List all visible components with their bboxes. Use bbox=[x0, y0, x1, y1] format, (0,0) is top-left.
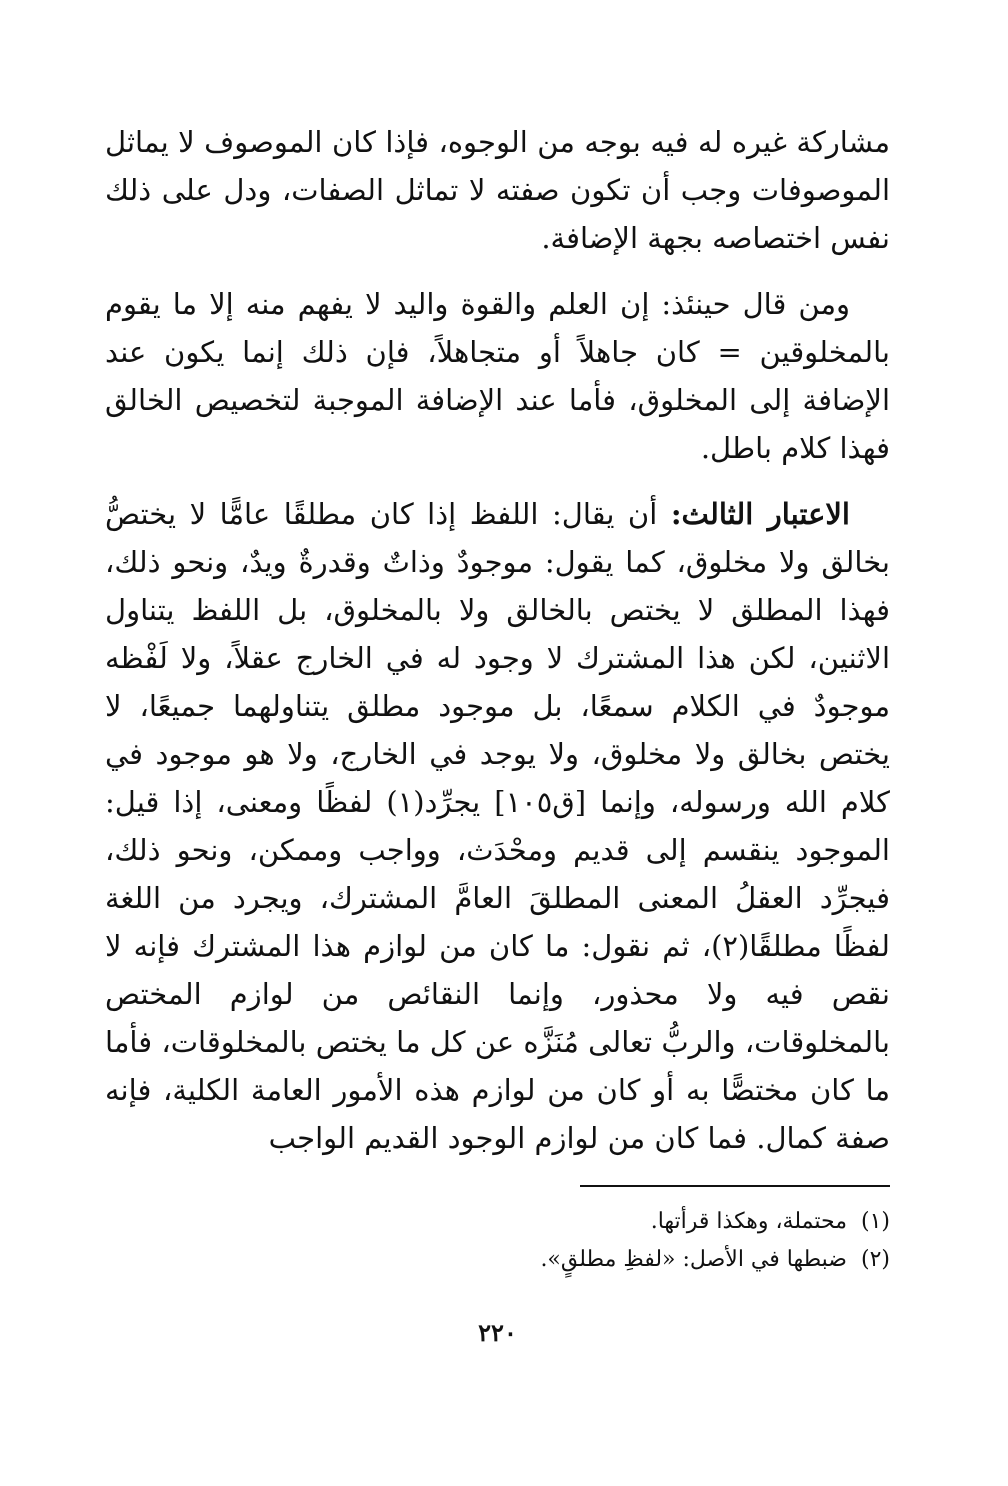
footnote-2-text: ضبطها في الأصل: «لفظِ مطلقٍ». bbox=[540, 1247, 847, 1272]
paragraph-3 bbox=[105, 490, 890, 1162]
footnotes bbox=[105, 1203, 890, 1279]
paragraph-3-text: أن يقال: اللفظ إذا كان مطلقًا عامًّا لا يختصُّ بخالق ولا مخلوق، كما يقول: موجودٌ وذاتٌ وقدرةٌ ويدٌ، ونحو ذلك، فهذا المطلق لا يختص بالخالق ولا بالمخلوق، بل اللفظ يتناول الاثنين، لكن هذا المشترك لا وجود له في الخارج عقلاً، ولا لَفْظه موجودٌ في الكلام سمعًا، بل موجود مطلق يتناولهما جميعًا، لا يختص بخالق ولا مخلوق، ولا يوجد في الخارج، ولا هو موجود في كلام الله ورسوله، وإنما [ق١٠٥] يجرِّد(١) لفظًا ومعنى، إذا قيل: الموجود ينقسم إلى قديم ومحْدَث، وواجب وممكن، ونحو ذلك، فيجرِّد العقلُ المعنى المطلقَ العامَّ المشترك، ويجرد من اللغة لفظًا مطلقًا(٢)، ثم نقول: ما كان من لوازم هذا المشترك فإنه لا نقص فيه ولا محذور، وإنما النقائص من لوازم المختص بالمخلوقات، والربُّ تعالى مُنَزَّه عن كل ما يختص بالمخلوقات، فأما ما كان مختصًّا به أو كان من لوازم هذه الأمور العامة الكلية، فإنه صفة كمال. فما كان من لوازم الوجود القديم الواجب bbox=[105, 497, 891, 1155]
footnote-divider bbox=[580, 1185, 890, 1187]
paragraph-1 bbox=[105, 118, 890, 262]
section-heading: الاعتبار الثالث: bbox=[670, 497, 850, 531]
footnote-2 bbox=[105, 1241, 890, 1279]
footnote-1-text: محتملة، وهكذا قرأتها. bbox=[650, 1209, 847, 1234]
page-body bbox=[105, 118, 890, 1418]
footnote-2-number: (٢) bbox=[860, 1247, 890, 1272]
page-number: ٢٢٠ bbox=[478, 1318, 517, 1347]
paragraph-1-text: مشاركة غيره له فيه بوجه من الوجوه، فإذا كان الموصوف لا يماثل الموصوفات وجب أن تكون صفته لا تماثل الصفات، ودل على ذلك نفس اختصاصه بجهة الإضافة. bbox=[105, 125, 890, 255]
paragraph-2 bbox=[105, 280, 890, 472]
footnote-1 bbox=[105, 1203, 890, 1241]
footnote-1-number: (١) bbox=[860, 1209, 890, 1234]
paragraph-2-text: ومن قال حينئذ: إن العلم والقوة واليد لا يفهم منه إلا ما يقوم بالمخلوقين = كان جاهلاً أو متجاهلاً، فإن ذلك إنما يكون عند الإضافة إلى المخلوق، فأما عند الإضافة الموجبة لتخصيص الخالق فهذا كلام باطل. bbox=[105, 287, 890, 465]
